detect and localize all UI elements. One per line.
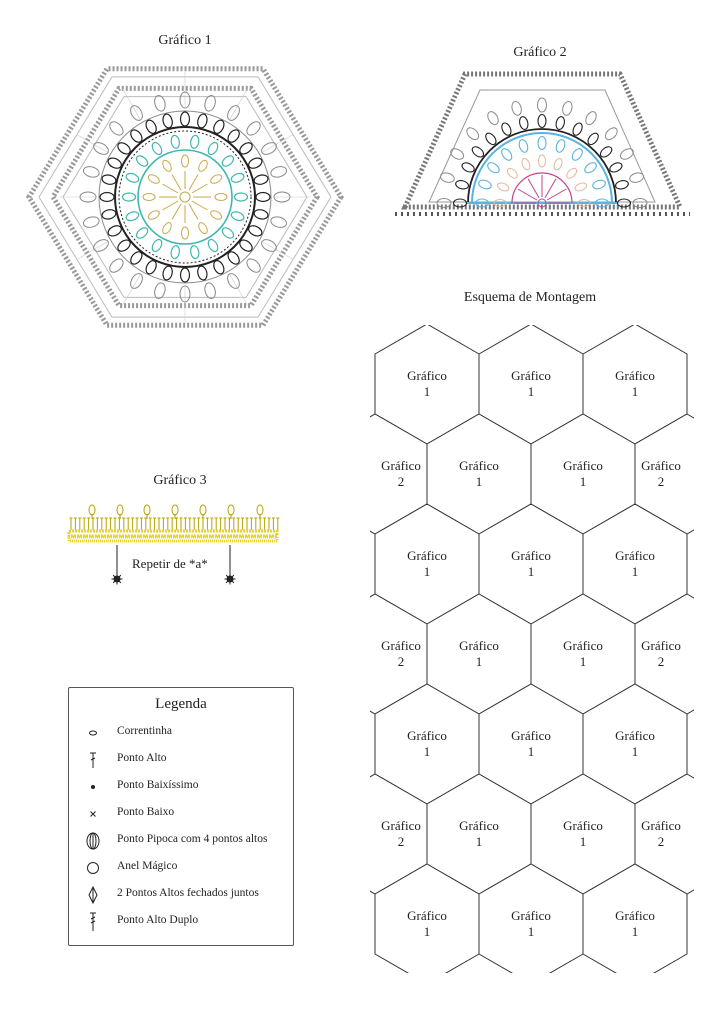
dc2tog-icon: [83, 884, 103, 906]
assembly-cell-number: 1: [423, 924, 431, 939]
treble-crochet-icon: [83, 911, 103, 933]
chart3-drawing: [69, 505, 279, 585]
assembly-cell-number: 1: [527, 564, 535, 579]
assembly-cell-number: 2: [657, 654, 665, 669]
assembly-cell-label: Gráfico: [641, 458, 681, 473]
assembly-cell-number: 1: [579, 474, 587, 489]
legend-item: [69, 803, 293, 825]
assembly-cell-number: 1: [527, 384, 535, 399]
chart3-border-diagram: [65, 500, 305, 595]
assembly-cell-number: 1: [631, 744, 639, 759]
assembly-cell-number: 1: [631, 564, 639, 579]
assembly-cell-label: Gráfico: [381, 638, 421, 653]
assembly-cell-label: Gráfico: [615, 908, 655, 923]
legend-item-label: 2 Pontos Altos fechados juntos: [117, 887, 259, 899]
assembly-cell-number: 1: [423, 384, 431, 399]
assembly-cell-label: Gráfico: [641, 818, 681, 833]
assembly-cell-label: Gráfico: [615, 728, 655, 743]
assembly-cell-label: Gráfico: [459, 638, 499, 653]
assembly-cell-label: Gráfico: [511, 368, 551, 383]
assembly-cell-label: Gráfico: [615, 548, 655, 563]
legend-box: [68, 687, 294, 946]
assembly-cell-number: 2: [397, 834, 405, 849]
chart3-repeat-label: Repetir de *a*: [132, 556, 208, 571]
assembly-hex-grid: [370, 325, 694, 973]
legend-item: [69, 911, 293, 933]
assembly-cell-number: 2: [397, 654, 405, 669]
assembly-cell-label: Gráfico: [563, 638, 603, 653]
assembly-cell-number: 2: [657, 474, 665, 489]
magic-ring-icon: [83, 857, 103, 879]
chart2-title: Gráfico 2: [513, 45, 567, 60]
double-crochet-icon: [83, 749, 103, 771]
assembly-cell-label: Gráfico: [615, 368, 655, 383]
chart1-drawing: [29, 69, 341, 326]
legend-item: [69, 857, 293, 879]
assembly-cell-label: Gráfico: [407, 728, 447, 743]
chart1-hexagon-diagram: [25, 55, 345, 340]
assembly-cell-label: Gráfico: [407, 908, 447, 923]
assembly-cell-number: 2: [397, 474, 405, 489]
legend-item: [69, 884, 293, 906]
assembly-cell-number: 1: [631, 924, 639, 939]
assembly-cell-label: Gráfico: [511, 728, 551, 743]
assembly-cell-number: 1: [631, 384, 639, 399]
legend-item-label: Ponto Alto: [117, 752, 167, 764]
assembly-cell-number: 1: [527, 924, 535, 939]
assembly-cell-label: Gráfico: [641, 638, 681, 653]
assembly-cell-label: Gráfico: [511, 548, 551, 563]
assembly-title: Esquema de Montagem: [463, 290, 597, 305]
legend-item-label: Correntinha: [117, 725, 172, 737]
assembly-cell-number: 2: [657, 834, 665, 849]
assembly-cell-number: 1: [423, 744, 431, 759]
legend-item: [69, 830, 293, 852]
assembly-cell-number: 1: [475, 474, 483, 489]
legend-item-label: Ponto Baixíssimo: [117, 779, 199, 791]
assembly-cell-label: Gráfico: [381, 458, 421, 473]
assembly-cell-label: Gráfico: [563, 818, 603, 833]
assembly-cell-label: Gráfico: [407, 368, 447, 383]
assembly-cell-label: Gráfico: [459, 818, 499, 833]
legend-item-label: Ponto Pipoca com 4 pontos altos: [117, 833, 268, 845]
legend-item: [69, 749, 293, 771]
assembly-cell-number: 1: [475, 654, 483, 669]
chart1-title: Gráfico 1: [158, 33, 212, 48]
single-crochet-icon: [83, 803, 103, 825]
assembly-cell-number: 1: [475, 834, 483, 849]
assembly-cells: [370, 325, 694, 973]
assembly-cell-number: 1: [579, 654, 587, 669]
assembly-cell-label: Gráfico: [511, 908, 551, 923]
assembly-cell-label: Gráfico: [381, 818, 421, 833]
legend-item-label: Anel Mágico: [117, 860, 178, 872]
legend-title: Legenda: [155, 696, 207, 712]
slip-stitch-icon: [83, 776, 103, 798]
chart2-drawing: [395, 74, 690, 214]
chain-stitch-icon: [83, 722, 103, 744]
assembly-cell-number: 1: [527, 744, 535, 759]
legend-item-label: Ponto Baixo: [117, 806, 175, 818]
legend-item-label: Ponto Alto Duplo: [117, 914, 199, 926]
popcorn-stitch-icon: [83, 830, 103, 852]
assembly-cell-label: Gráfico: [459, 458, 499, 473]
chart2-half-hexagon-diagram: [385, 62, 705, 234]
legend-item: [69, 776, 293, 798]
assembly-cell-number: 1: [579, 834, 587, 849]
assembly-cell-label: Gráfico: [407, 548, 447, 563]
chart3-title: Gráfico 3: [153, 473, 207, 488]
legend-item: [69, 722, 293, 744]
assembly-cell-label: Gráfico: [563, 458, 603, 473]
assembly-cell-number: 1: [423, 564, 431, 579]
